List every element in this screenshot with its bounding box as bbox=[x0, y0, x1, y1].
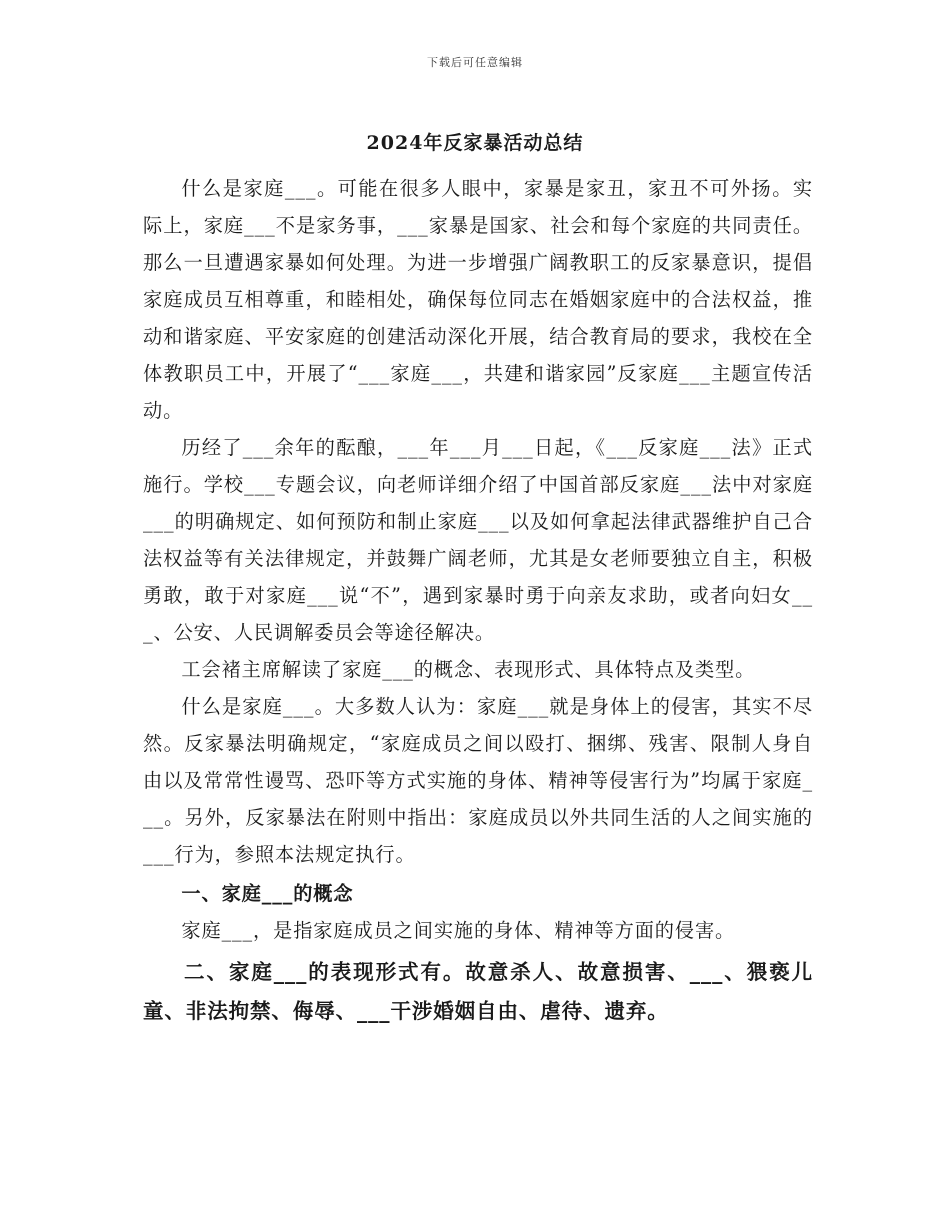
page-header-note: 下载后可任意编辑 bbox=[427, 56, 523, 69]
paragraph-union-chair: 工会褚主席解读了家庭___的概念、表现形式、具体特点及类型。 bbox=[181, 658, 756, 681]
paragraph-intro: 什么是家庭___。可能在很多人眼中，家暴是家丑，家丑不可外扬。实际上，家庭___不是家务事，___家暴是国家、社会和每个家庭的共同责任。那么一旦遭遇家暴如何处理。为进一步增强广阔教职工的反家暴意识，提倡家庭成员互相尊重，和睦相处，确保每位同志在婚姻家庭中的合法权益，推动和谐家庭、平安家庭的创建活动深化开展，结合教育局的要求，我校在全体教职员工中，开展了“___家庭___，共建和谐家园”反家庭___主题宣传活动。 bbox=[143, 177, 813, 422]
section-heading-forms: 二、家庭___的表现形式有。故意杀人、故意损害、___、猥亵儿童、非法拘禁、侮辱、___干涉婚姻自由、虐待、遗弃。 bbox=[143, 960, 813, 1023]
paragraph-law-history: 历经了___余年的酝酿，___年___月___日起，《___反家庭___法》正式施行。学校___专题会议，向老师详细介绍了中国首部反家庭___法中对家庭___的明确规定、如何预防和制止家庭___以及如何拿起法律武器维护自己合法权益等有关法律规定，并鼓舞广阔老师，尤其是女老师要独立自主，积极勇敢，敢于对家庭___说“不”，遇到家暴时勇于向亲友求助，或者向妇女___、公安、人民调解委员会等途径解决。 bbox=[143, 436, 813, 644]
paragraph-definition-discussion: 什么是家庭___。大多数人认为：家庭___就是身体上的侵害，其实不尽然。反家暴法明确规定，“家庭成员之间以殴打、捆绑、残害、限制人身自由以及常常性谩骂、恐吓等方式实施的身体、精神等侵害行为”均属于家庭___。另外，反家暴法在附则中指出：家庭成员以外共同生活的人之间实施的___行为，参照本法规定执行。 bbox=[143, 695, 813, 866]
section-heading-concept: 一、家庭___的概念 bbox=[181, 882, 354, 905]
document-title: 2024年反家暴活动总结 bbox=[366, 132, 584, 154]
document-body bbox=[143, 170, 813, 1031]
section-text-concept: 家庭___，是指家庭成员之间实施的身体、精神等方面的侵害。 bbox=[181, 919, 736, 942]
